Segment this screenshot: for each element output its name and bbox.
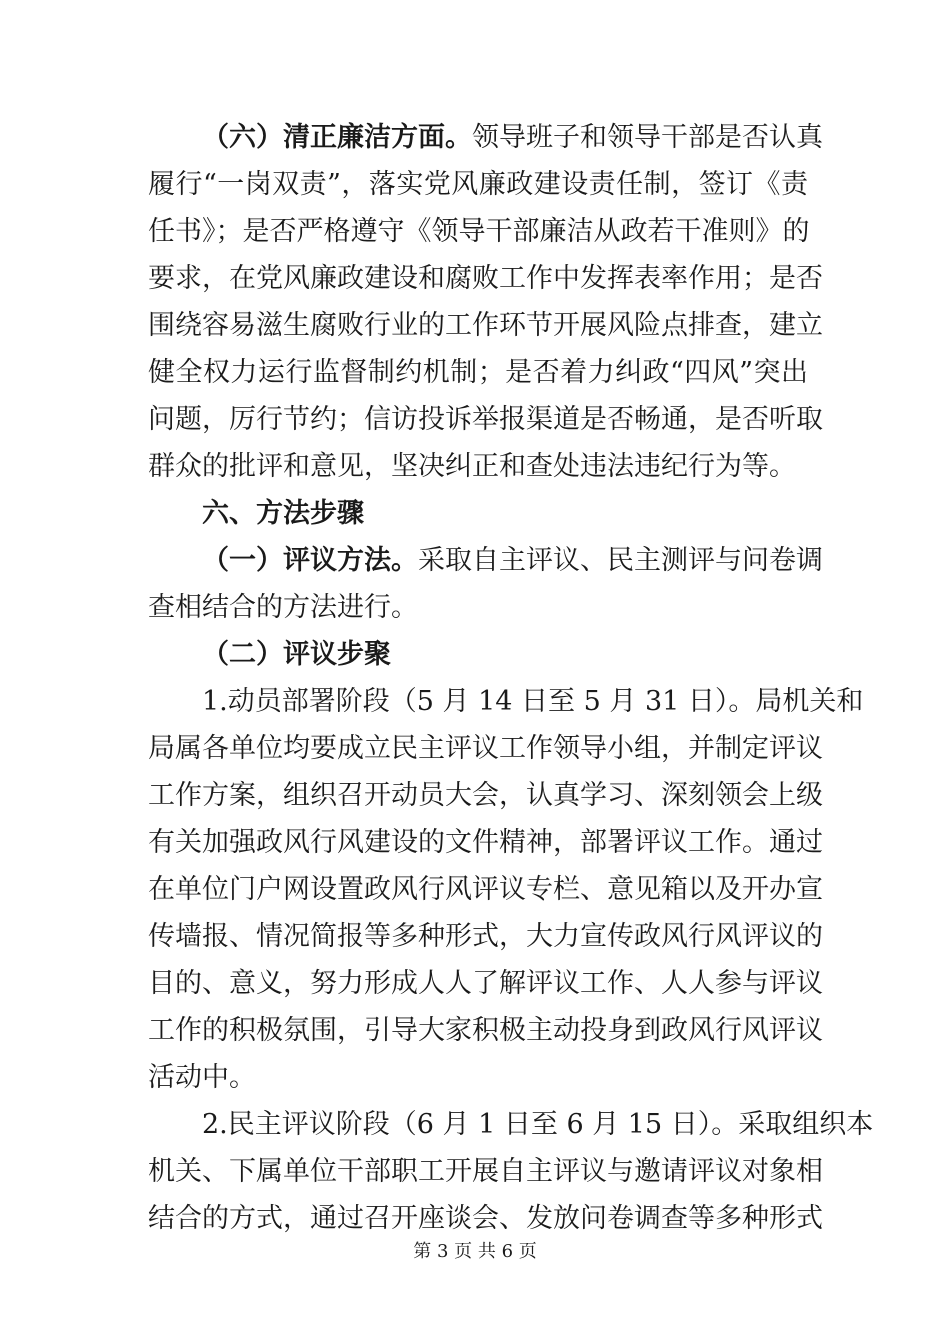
- para-step1-line-4: 有关加强政风行风建设的文件精神，部署评议工作。通过: [148, 827, 823, 858]
- para-step1-line-3: 工作方案，组织召开动员大会，认真学习、深刻领会上级: [148, 780, 823, 811]
- para-step1-line-8: 工作的积极氛围，引导大家积极主动投身到政风行风评议: [148, 1015, 823, 1046]
- para-s6-line-7: 问题，厉行节约；信访投诉举报渠道是否畅通，是否听取: [148, 404, 823, 435]
- heading-steps: （二）评议步聚: [202, 639, 391, 670]
- para-step1-line-1: 1.动员部署阶段（5 月 14 日至 5 月 31 日）。局机关和: [202, 686, 864, 717]
- para-s6-line-1: （六）清正廉洁方面。领导班子和领导干部是否认真: [202, 122, 823, 153]
- heading-s6: （六）清正廉洁方面。: [202, 122, 472, 153]
- page-number-footer: 第 3 页 共 6 页: [413, 1241, 537, 1262]
- para-step2-line-1: 2.民主评议阶段（6 月 1 日至 6 月 15 日）。采取组织本: [202, 1109, 874, 1140]
- para-step2-line-2: 机关、下属单位干部职工开展自主评议与邀请评议对象相: [148, 1156, 823, 1187]
- para-step1-line-6: 传墙报、情况简报等多种形式，大力宣传政风行风评议的: [148, 921, 823, 952]
- para-s6-line-3: 任书》；是否严格遵守《领导干部廉洁从政若干准则》的: [148, 216, 810, 247]
- heading-method: （一）评议方法。: [202, 545, 418, 576]
- para-method-line-2: 查相结合的方法进行。: [148, 592, 418, 623]
- para-step1-line-2: 局属各单位均要成立民主评议工作领导小组，并制定评议: [148, 733, 823, 764]
- para-step2-line-3: 结合的方式，通过召开座谈会、发放问卷调查等多种形式: [148, 1203, 823, 1234]
- section-title-methods: 六、方法步骤: [202, 498, 364, 529]
- para-s6-line-6: 健全权力运行监督制约机制；是否着力纠政“四风”突出: [148, 357, 808, 388]
- para-s6-line-8: 群众的批评和意见，坚决纠正和查处违法违纪行为等。: [148, 451, 796, 482]
- para-step1-line-7: 目的、意义，努力形成人人了解评议工作、人人参与评议: [148, 968, 823, 999]
- para-method-line-1: （一）评议方法。采取自主评议、民主测评与问卷调: [202, 545, 823, 576]
- para-s6-line-2: 履行“一岗双责”，落实党风廉政建设责任制，签订《责: [148, 169, 808, 200]
- para-step1-line-9: 活动中。: [148, 1062, 256, 1093]
- para-s6-line-4: 要求，在党风廉政建设和腐败工作中发挥表率作用；是否: [148, 263, 823, 294]
- para-step1-line-5: 在单位门户网设置政风行风评议专栏、意见箱以及开办宣: [148, 874, 823, 905]
- para-s6-line-5: 围绕容易滋生腐败行业的工作环节开展风险点排查，建立: [148, 310, 823, 341]
